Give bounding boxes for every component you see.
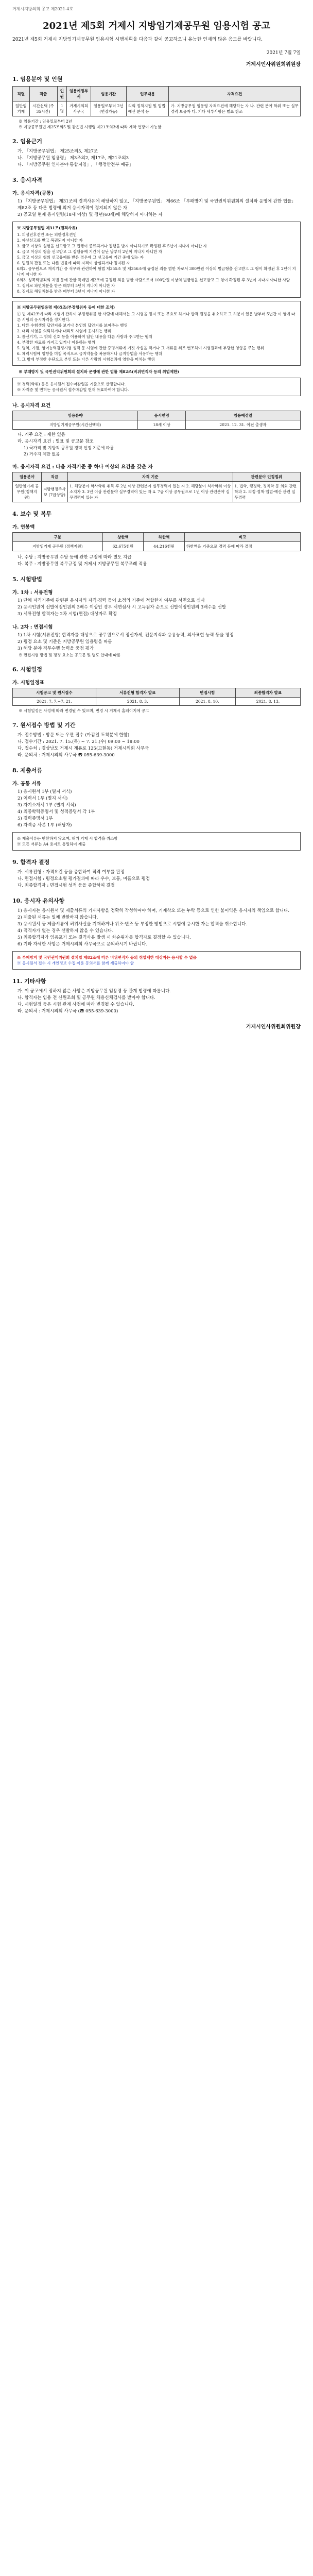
cell: 지방임기제공무원(시간선택제)	[13, 420, 138, 430]
list-item: 다. 거주 요건 : 제한 없음	[18, 432, 65, 437]
cell: 1. 해당분야 학사학위 취득 후 2년 이상 관련분야 실무경력이 있는 자 2. 해당분야 석사학위 이상 소지자 3. 3년 이상 관련분야 실무경력이 있는 자 4. 7급 이상 공무원으로 1년 이상 관련분야 실무경력이 있는 자	[68, 482, 233, 502]
col-grade: 직급	[29, 87, 57, 101]
list-item: 4. 금고 이상의 형을 선고받고 그 집행유예 기간이 끝난 날부터 2년이 지나지 아니한 자	[17, 249, 163, 254]
subheading: 나. 응시자격 요건	[12, 403, 51, 409]
schedule-table	[12, 688, 301, 706]
list-item: 2) 공고일 현재 응시연령(18세 이상) 및 정년(60세)에 해당하지 아니하는 자	[18, 212, 163, 217]
list-item: 나. 면접시험 : 평정요소별 평가결과에 따라 우수, 보통, 미흡으로 평정	[18, 876, 150, 882]
note: ※ 시험일정은 사정에 따라 변경될 수 있으며, 변경 시 거제시 홈페이지에 공고	[19, 708, 149, 713]
list-item: 7. 그 밖에 부정한 수단으로 본인 또는 다른 사람의 시험결과에 영향을 미치는 행위	[17, 357, 155, 362]
subheading: 가. 연봉액	[12, 524, 35, 530]
list-item: 1) 응시자는 응시원서 및 제출서류의 기재사항을 정확히 작성하여야 하며, 기재착오 또는 누락 등으로 인한 불이익은 응시자의 책임으로 합니다.	[18, 908, 290, 913]
col: 서류전형 합격자 발표	[96, 688, 179, 698]
section-1-heading: 1. 임용분야 및 인원	[12, 76, 63, 82]
notice-page	[12, 0, 301, 1030]
list-item: 3) 자기소개서 1부 (별지 서식)	[18, 803, 76, 808]
list-item: 6. 법원의 판결 또는 다른 법률에 따라 자격이 상실되거나 정지된 자	[17, 261, 130, 265]
list-item: 가. 접수방법 : 방문 또는 우편 접수 (마감일 도착분에 한함)	[18, 733, 130, 738]
note: ※ 모든 서류는 A4 용지로 통일하여 제출	[17, 842, 86, 846]
table-row	[13, 420, 301, 430]
list-item: 8. 징계로 해임처분을 받은 때부터 3년이 지나지 아니한 자	[17, 289, 115, 294]
col: 면접시험	[179, 688, 235, 698]
col: 임용예정일	[185, 411, 300, 420]
list-item: 4) 최종학력증명서 및 성적증명서 각 1부	[18, 809, 95, 815]
list-item: 나. 합격자는 임용 전 신원조회 및 공무원 채용신체검사를 받아야 합니다.	[18, 995, 155, 1001]
subheading: 가. 응시자격(공통)	[12, 191, 54, 196]
col: 임용분야	[13, 472, 42, 482]
cell: 44,216천원	[144, 542, 185, 551]
box-title: ※ 지방공무원법 제31조(결격사유)	[17, 226, 78, 230]
warning-box	[12, 951, 301, 970]
subheading: 가. 1차 : 서류전형	[12, 590, 53, 596]
list-item: 5) 경력증명서 1부	[18, 816, 53, 821]
col: 임용분야	[13, 411, 138, 420]
section-11-heading: 11. 기타사항	[12, 978, 46, 985]
list-item: 3. 금고 이상의 실형을 선고받고 그 집행이 종료되거나 집행을 받지 아니하기로 확정된 후 5년이 지나지 아니한 자	[17, 244, 207, 248]
col-term: 임용기간	[91, 87, 126, 101]
col: 비고	[184, 533, 300, 542]
list-item: 라. 문의처 : 거제시의회 사무국 ☎ 055-639-3000	[18, 753, 115, 758]
cell: 거제시의회사무국	[67, 101, 91, 116]
list-item: 1. 다른 수험생의 답안지를 보거나 본인의 답안지를 보여주는 행위	[17, 323, 128, 328]
salary-table	[12, 532, 301, 551]
note: ※ 임용기간 : 임용일로부터 2년	[19, 119, 73, 124]
table-row	[13, 101, 301, 116]
list-item: 5. 금고 이상의 형의 선고유예를 받은 경우에 그 선고유예 기간 중에 있는 자	[17, 255, 144, 260]
col: 하한액	[144, 533, 185, 542]
issuer: 거제시인사위원회위원장	[246, 62, 301, 67]
col: 구분	[13, 533, 103, 542]
section-8-heading: 8. 제출서류	[12, 767, 42, 774]
list-item: 4. 부정한 자료를 가지고 있거나 이용하는 행위	[17, 340, 95, 345]
subheading: 나. 2차 : 면접시험	[12, 624, 53, 630]
list-item: 5) 최종합격자가 임용포기 또는 결격사유 발생 시 차순위자를 합격자로 결정할 수 있습니다.	[18, 935, 191, 940]
misconduct-box	[12, 301, 301, 366]
cell: 의회 정책지원 및 입법·예산 분석 등	[126, 101, 169, 116]
list-item: 가. 「지방공무원법」 제25조의5, 제27조	[18, 149, 98, 154]
note: ※ 경력(학위) 등은 응시원서 접수마감일을 기준으로 산정합니다.	[17, 382, 126, 386]
note: ※ 제출서류는 반환하지 않으며, 허위 기재 시 합격을 취소함	[17, 836, 118, 841]
section-7-heading: 7. 원서접수 방법 및 기간	[12, 722, 76, 728]
list-item: 1) 단체 자격기준에 관련된 응시자의 자격·경력 등이 소정의 기준에 적합한지 여부를 서면으로 심사	[18, 598, 205, 603]
qualification-table	[12, 472, 301, 502]
list-item: 1) 1차 시험(서류전형) 합격자를 대상으로 공무원으로서 정신자세, 전문지식과 응용능력, 의사표현 능력 등을 평정	[18, 633, 234, 638]
table-row	[13, 698, 301, 706]
list-item: 1. 피성년후견인 또는 피한정후견인	[17, 232, 77, 237]
list-item: 6. 체력시험에 영향을 미칠 목적으로 금지약물을 복용하거나 금지방법을 사용하는 행위	[17, 351, 163, 356]
cell: 2021. 12. 31. 이전 출생자	[185, 420, 300, 430]
table-row	[13, 542, 301, 551]
subheading: 가. 공통 서류	[12, 781, 41, 787]
list-item: 나. 「지방공무원 임용령」 제3조의2, 제17조, 제21조의3	[18, 156, 129, 161]
page-title: 2021년 제5회 거제시 지방임기제공무원 임용시험 공고	[43, 21, 270, 31]
list-item: 나. 접수기간 : 2021. 7. 15.(목) ~ 7. 21.(수) 09:00 ~ 18:00	[18, 739, 140, 744]
list-item: 2) 제출된 서류는 일체 반환하지 않습니다.	[18, 915, 98, 920]
closing-issuer: 거제시인사위원회위원장	[246, 1024, 301, 1030]
list-item: 1) 「지방공무원법」 제31조의 결격사유에 해당하지 않고, 「지방공무원법」 제66조 「부패방지 및 국민권익위원회의 설치와 운영에 관한 법률」 제82조 등 다른 법령에 의거 응시자격이 정지되지 않은 자	[18, 199, 296, 211]
cell: 임용일로부터 2년(연장가능)	[91, 101, 126, 116]
col: 직급	[41, 472, 67, 482]
col: 시험공고 및 원서접수	[13, 688, 96, 698]
note: ※ 부패방지 및 국민권익위원회의 설치와 운영에 관한 법률 제82조(비위면직자 등의 취업제한)	[19, 369, 179, 374]
list-item: 2. 파산선고를 받고 복권되지 아니한 자	[17, 238, 83, 243]
subheading: 가. 시험일정표	[12, 680, 44, 686]
section-5-heading: 5. 시험방법	[12, 576, 42, 583]
positions-table	[12, 86, 301, 116]
list-item: 2. 대리 시험을 의뢰하거나 대리로 시험에 응시하는 행위	[17, 329, 112, 333]
section-3-heading: 3. 응시자격	[12, 177, 42, 183]
col: 관련분야 인정범위	[233, 472, 300, 482]
cell: 가. 지방공무원 임용령 자격요건에 해당하는 자 나. 관련 분야 학위 또는 실무경력 보유자 다. 기타 세부사항은 별표 참조	[169, 101, 301, 116]
col: 응시연령	[138, 411, 185, 420]
list-item: 6의3. 성폭력범죄의 처벌 등에 관한 특례법 제2조에 규정된 죄를 범한 사람으로서 100만원 이상의 벌금형을 선고받고 그 형이 확정된 후 3년이 지나지 아니한 사람	[17, 278, 290, 282]
cell: 2021. 7. 7.~7. 21.	[13, 698, 96, 706]
list-item: 라. 문의처 : 거제시의회 사무국 (☎ 055-639-3000)	[18, 1009, 118, 1014]
cell: 62,675천원	[102, 542, 144, 551]
age-table	[12, 411, 301, 430]
list-item: 3) 서류전형 합격자는 2차 시험(면접) 대상자로 확정	[18, 612, 117, 617]
cell: 하한액을 기준으로 경력 등에 따라 결정	[184, 542, 300, 551]
list-item: 7. 징계로 파면처분을 받은 때부터 5년이 지나지 아니한 자	[17, 283, 115, 288]
col-series: 직렬	[13, 87, 30, 101]
col: 상한액	[102, 533, 144, 542]
list-item: ① 법 제42조에 따라 시험에 관하여 부정행위를 한 사람에 대해서는 그 시험을 정지 또는 무효로 하거나 합격 결정을 취소하고 그 처분이 있은 날부터 5년간 이 영에 따른 시험의 응시자격을 정지한다.	[17, 312, 295, 322]
cell: 18세 이상	[138, 420, 185, 430]
cell: 지방행정주사보 (7급상당)	[41, 482, 67, 502]
list-item: 다. 복무 : 지방공무원 복무규정 및 거제시 지방공무원 복무조례 적용	[18, 562, 147, 567]
list-item: 2) 응시인원이 선발예정인원의 3배수 이상인 경우 서면심사 시 고득점자 순으로 선발예정인원의 3배수를 선발	[18, 605, 227, 610]
list-item: 다. 시험일정 등은 시험 관계 사정에 따라 변경될 수 있습니다.	[18, 1002, 134, 1007]
list-item: 라. 응시자격 요건 : 별표 및 공고문 참조	[18, 439, 94, 444]
note: ※ 면접시험 방법 및 평정 요소는 공고문 및 별도 안내에 따름	[19, 653, 120, 657]
cell: 일반임기제	[13, 101, 30, 116]
list-item: 나. 수당 : 지방공무원 수당 등에 관한 규정에 따라 별도 지급	[18, 555, 132, 560]
cell: 2021. 8. 10.	[179, 698, 235, 706]
table-row	[13, 482, 301, 502]
section-9-heading: 9. 합격자 결정	[12, 859, 50, 866]
section-2-heading: 2. 임용근거	[12, 138, 42, 145]
list-item: 6의2. 공무원으로 재직기간 중 직무와 관련하여 형법 제355조 및 제356조에 규정된 죄를 범한 자로서 300만원 이상의 벌금형을 선고받고 그 형이 확정된 후 2년이 지나지 아니한 자	[17, 266, 296, 277]
cell: 2021. 8. 13.	[235, 698, 300, 706]
list-item: 1) 응시원서 1부 (별지 서식)	[18, 789, 72, 794]
list-item: 6) 기타 자세한 사항은 거제시의회 사무국으로 문의하시기 바랍니다.	[18, 942, 148, 947]
cell: 시간선택 (주35시간)	[29, 101, 57, 116]
note: ※ 자격증 및 면허는 응시원서 접수마감일 현재 유효하여야 합니다.	[17, 387, 129, 392]
documents-notes-box	[12, 832, 301, 851]
info-text: ※ 응시원서 접수 시 개인정보 수집·이용 동의서를 함께 제출하여야 함	[17, 961, 134, 965]
list-item: 다. 최종합격자 : 면접시험 성적 등을 종합하여 결정	[18, 883, 115, 888]
cell: 지방임기제 공무원 (정책지원)	[13, 542, 103, 551]
col-count: 인원	[57, 87, 67, 101]
subheading: 마. 응시자격 요건 : 다음 자격기준 중 하나 이상의 요건을 갖춘 자	[12, 464, 153, 470]
notice-number: 거제시지방의회 공고 제2021-4호	[12, 7, 74, 11]
section-10-heading: 10. 응시자 유의사항	[12, 897, 65, 904]
section-6-heading: 6. 시험일정	[12, 666, 42, 673]
notice-date: 2021년 7월 7일	[266, 50, 301, 56]
notes-box	[12, 378, 301, 396]
cell: 일반임기제 공무원(정책지원)	[13, 482, 42, 502]
col-req: 자격요건	[169, 87, 301, 101]
list-item: 가. 서류전형 : 자격요건 등을 종합하여 적격 여부를 판정	[18, 870, 125, 875]
cell: 2021. 8. 3.	[96, 698, 179, 706]
col-duty: 업무내용	[126, 87, 169, 101]
col: 자격 기준	[68, 472, 233, 482]
list-item: 5. 병역, 가점, 영어능력검정시험 성적 등 시험에 관한 증명서류에 거짓 사실을 적거나 그 서류를 위조·변조하여 시험결과에 부당한 영향을 주는 행위	[17, 346, 264, 350]
box-title: ※ 지방공무원임용령 제65조(부정행위자 등에 대한 조치)	[17, 305, 115, 310]
intro-text: 2021년 제5회 거제시 지방임기제공무원 임용시험 시행계획을 다음과 같이 공고하오니 유능한 인재의 많은 응모를 바랍니다.	[12, 37, 263, 42]
list-item: 3) 해당 분야 직무수행 능력을 중점 평가	[18, 646, 94, 651]
list-item: 2) 거주지 제한 없음	[24, 452, 60, 456]
list-item: 1) 국가직 및 지방직 공무원 경력 인정 기준에 따름	[24, 446, 114, 450]
list-item: 2) 이력서 1부 (별지 서식)	[18, 796, 68, 801]
list-item: 3. 통신기기, 그 밖의 신호 등을 이용하여 답안 내용을 다른 사람과 주고받는 행위	[17, 334, 152, 339]
cell: 1명	[57, 101, 67, 116]
list-item: 4) 적격자가 없는 경우 선발하지 않을 수 있습니다.	[18, 928, 114, 934]
disqualification-box	[12, 222, 301, 298]
col-dept: 임용예정부서	[67, 87, 91, 101]
list-item: 가. 이 공고에서 정하지 않은 사항은 지방공무원 임용령 등 관계 법령에 따릅니다.	[18, 989, 171, 994]
list-item: 6) 자격증 사본 1부 (해당자)	[18, 823, 72, 828]
col: 최종합격자 발표	[235, 688, 300, 698]
section-4-heading: 4. 보수 및 복무	[12, 511, 52, 517]
list-item: 3) 응시원서 등 제출서류에 허위사실을 기재하거나 위조·변조 등 부정한 방법으로 시험에 응시한 자는 합격을 취소합니다.	[18, 922, 248, 927]
note: ※ 지방공무원법 제25조의5 및 같은법 시행령 제21조의3에 따라 계약 연장이 가능함	[19, 125, 162, 129]
list-item: 다. 접수처 : 경상남도 거제시 계룡로 125(고현동) 거제시의회 사무국	[18, 746, 149, 751]
list-item: 2) 평정 요소 및 기준은 지방공무원 임용령을 따름	[18, 639, 112, 645]
warning-text: ※ 부패방지 및 국민권익위원회 설치법 제82조에 따른 비위면직자 등의 취업제한 대상자는 응시할 수 없음	[17, 955, 197, 960]
cell: 1. 법학, 행정학, 정치학 등 의회 관련 학과 2. 의정·정책·입법·예산 관련 실무경력	[233, 482, 300, 502]
list-item: 다. 「지방공무원 인사분야 통합지침」, 「행정안전부 예규」	[18, 162, 134, 167]
